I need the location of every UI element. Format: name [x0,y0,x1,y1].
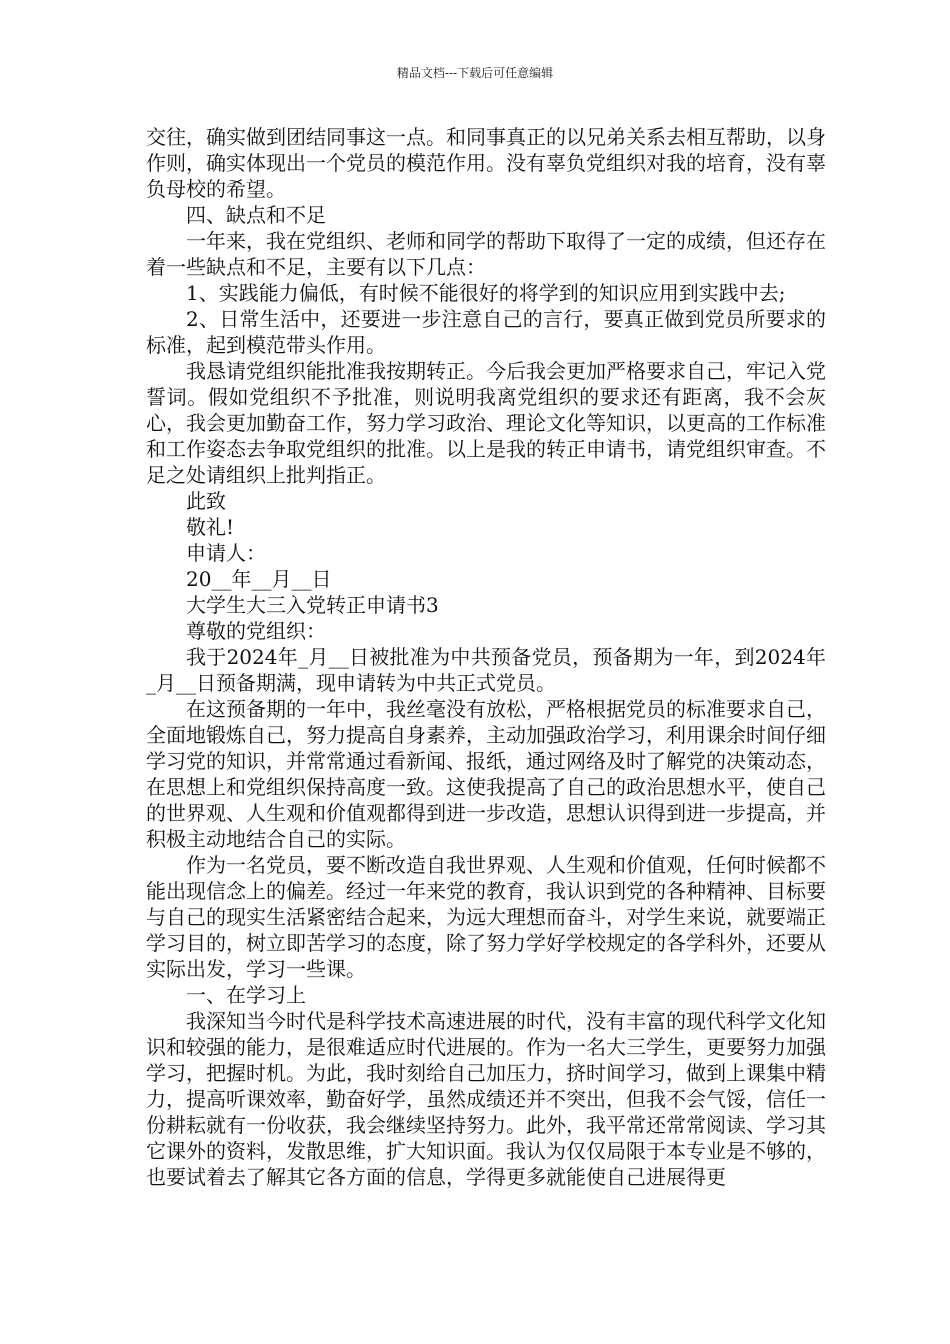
paragraph: 我恳请党组织能批准我按期转正。今后我会更加严格要求自己，牢记入党誓词。假如党组织不予批准，则说明我离党组织的要求还有距离，我不会灰心，我会更加勤奋工作，努力学习政治、理论文化等知识，以更高的工作标准和工作姿态去争取党组织的批准。以上是我的转正申请书，请党组织审查。不足之处请组织上批判指正。 [146,359,826,487]
closing-line: 此致 [186,489,226,513]
document-body [146,124,826,1190]
paragraph: 交往，确实做到团结同事这一点。和同事真正的以兄弟关系去相互帮助，以身作则，确实体现出一个党员的模范作用。没有辜负党组织对我的培育，没有辜负母校的希望。 [146,125,826,201]
date-line: 20__年__月__日 [186,567,332,591]
page-header: 精品文档---下载后可任意编辑 [396,66,554,80]
list-item: 1、实践能力偏低，有时候不能很好的将学到的知识应用到实践中去; [186,281,786,305]
paragraph: 我于2024年_月__日被批准为中共预备党员，预备期为一年，到2024年_月__日预备期满，现申请转为中共正式党员。 [146,645,826,695]
document-title: 大学生大三入党转正申请书3 [186,593,439,617]
list-item: 2、日常生活中，还要进一步注意自己的言行，要真正做到党员所要求的标准，起到模范带头作用。 [146,307,826,357]
paragraph: 我深知当今时代是科学技术高速进展的时代，没有丰富的现代科学文化知识和较强的能力，是很难适应时代进展的。作为一名大三学生，更要努力加强学习，把握时机。为此，我时刻给自己加压力，挤时间学习，做到上课集中精力，提高听课效率，勤奋好学，虽然成绩还并不突出，但我不会气馁，信任一份耕耘就有一份收获，我会继续坚持努力。此外，我平常还常常阅读、学习其它课外的资料，发散思维，扩大知识面。我认为仅仅局限于本专业是不够的，也要试着去了解其它各方面的信息，学得更多就能使自己进展得更 [146,1009,826,1189]
section-heading: 一、在学习上 [186,983,306,1007]
salutation: 尊敬的党组织： [186,619,326,643]
section-heading: 四、缺点和不足 [186,203,326,227]
closing-line: 敬礼! [186,515,235,539]
paragraph: 作为一名党员，要不断改造自我世界观、人生观和价值观，任何时候都不能出现信念上的偏差。经过一年来党的教育，我认识到党的各种精神、目标要与自己的现实生活紧密结合起来，为远大理想而奋斗，对学生来说，就要端正学习目的，树立即苦学习的态度，除了努力学好学校规定的各学科外，还要从实际出发，学习一些课。 [146,853,826,981]
paragraph: 在这预备期的一年中，我丝毫没有放松，严格根据党员的标准要求自己，全面地锻炼自己，努力提高自身素养，主动加强政治学习，利用课余时间仔细学习党的知识，并常常通过看新闻、报纸，通过网络及时了解党的决策动态，在思想上和党组织保持高度一致。这使我提高了自己的政治思想水平，使自己的世界观、人生观和价值观都得到进一步改造，思想认识得到进一步提高，并积极主动地结合自己的实际。 [146,697,826,851]
paragraph: 一年来，我在党组织、老师和同学的帮助下取得了一定的成绩，但还存在着一些缺点和不足，主要有以下几点： [146,229,826,279]
signature-line: 申请人： [186,541,266,565]
